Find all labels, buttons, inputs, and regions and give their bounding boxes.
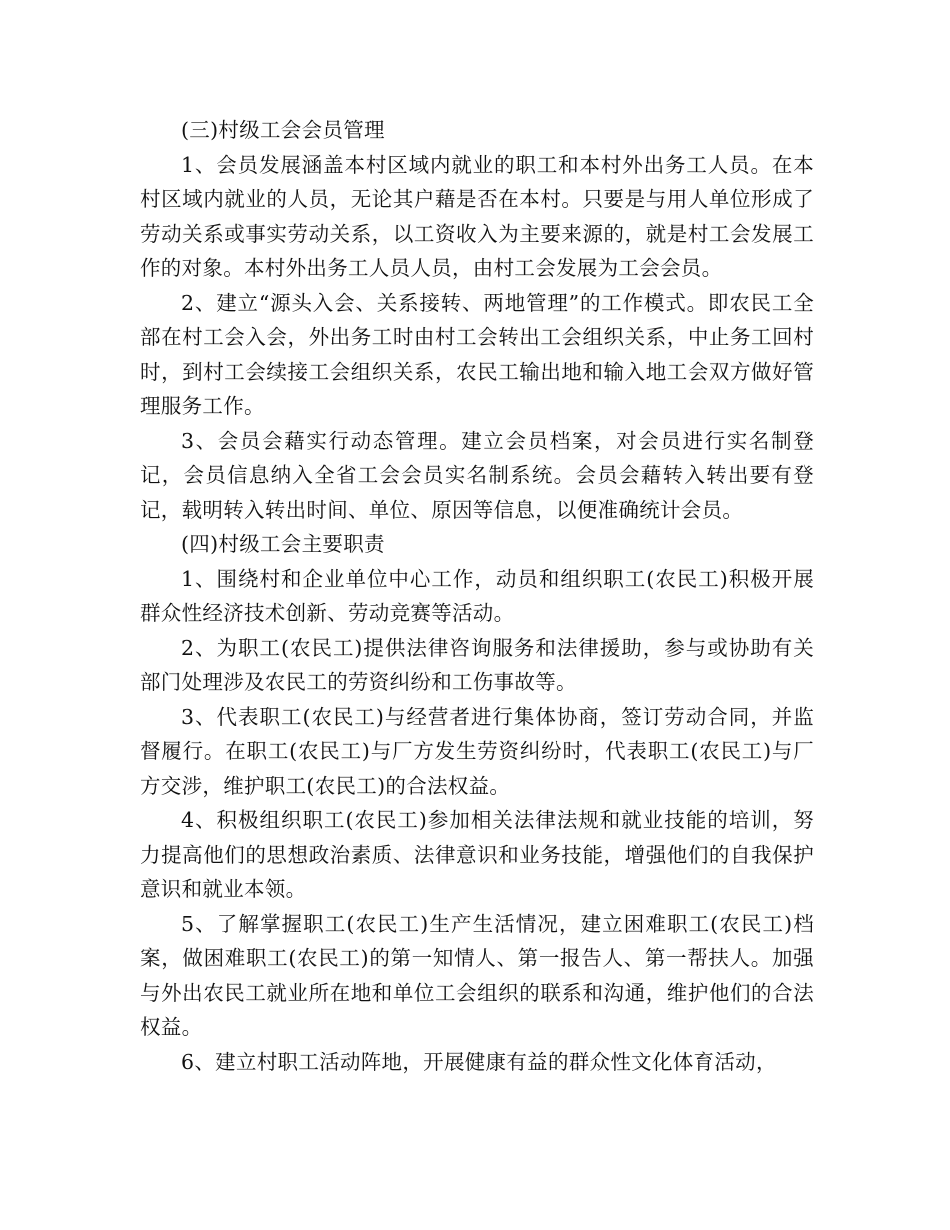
- section-4-paragraph-4: 4、积极组织职工(农民工)参加相关法律法规和就业技能的培训，努力提高他们的思想政治素质、法律意识和业务技能，增强他们的自我保护意识和就业本领。: [140, 808, 814, 901]
- section-4-paragraph-1: 1、围绕村和企业单位中心工作，动员和组织职工(农民工)积极开展群众性经济技术创新、劳动竞赛等活动。: [140, 566, 814, 625]
- document-page: [140, 113, 814, 1079]
- section-3-paragraph-1: 1、会员发展涵盖本村区域内就业的职工和本村外出务工人员。在本村区域内就业的人员，无论其户藉是否在本村。只要是与用人单位形成了劳动关系或事实劳动关系，以工资收入为主要来源的，就是村工会发展工作的对象。本村外出务工人员人员，由村工会发展为工会会员。: [140, 152, 814, 280]
- section-3-paragraph-3: 3、会员会藉实行动态管理。建立会员档案，对会员进行实名制登记，会员信息纳入全省工会会员实名制系统。会员会藉转入转出要有登记，载明转入转出时间、单位、原因等信息，以便准确统计会员。: [140, 428, 814, 522]
- section-3-paragraph-2: 2、建立“源头入会、关系接转、两地管理”的工作模式。即农民工全部在村工会入会，外出务工时由村工会转出工会组织关系，中止务工回村时，到村工会续接工会组织关系，农民工输出地和输入地工会双方做好管理服务工作。: [140, 290, 814, 418]
- section-3-heading: (三)村级工会会员管理: [181, 118, 385, 142]
- section-4-paragraph-2: 2、为职工(农民工)提供法律咨询服务和法律援助，参与或协助有关部门处理涉及农民工的劳资纠纷和工伤事故等。: [140, 635, 814, 694]
- section-4-paragraph-3: 3、代表职工(农民工)与经营者进行集体协商，签订劳动合同，并监督履行。在职工(农民工)与厂方发生劳资纠纷时，代表职工(农民工)与厂方交涉，维护职工(农民工)的合法权益。: [140, 704, 814, 798]
- section-4-paragraph-5: 5、了解掌握职工(农民工)生产生活情况，建立困难职工(农民工)档案，做困难职工(农民工)的第一知情人、第一报告人、第一帮扶人。加强与外出农民工就业所在地和单位工会组织的联系和沟通，维护他们的合法权益。: [140, 911, 814, 1039]
- section-4-paragraph-6: 6、建立村职工活动阵地，开展健康有益的群众性文化体育活动，: [181, 1049, 777, 1074]
- section-4-heading: (四)村级工会主要职责: [181, 532, 385, 556]
